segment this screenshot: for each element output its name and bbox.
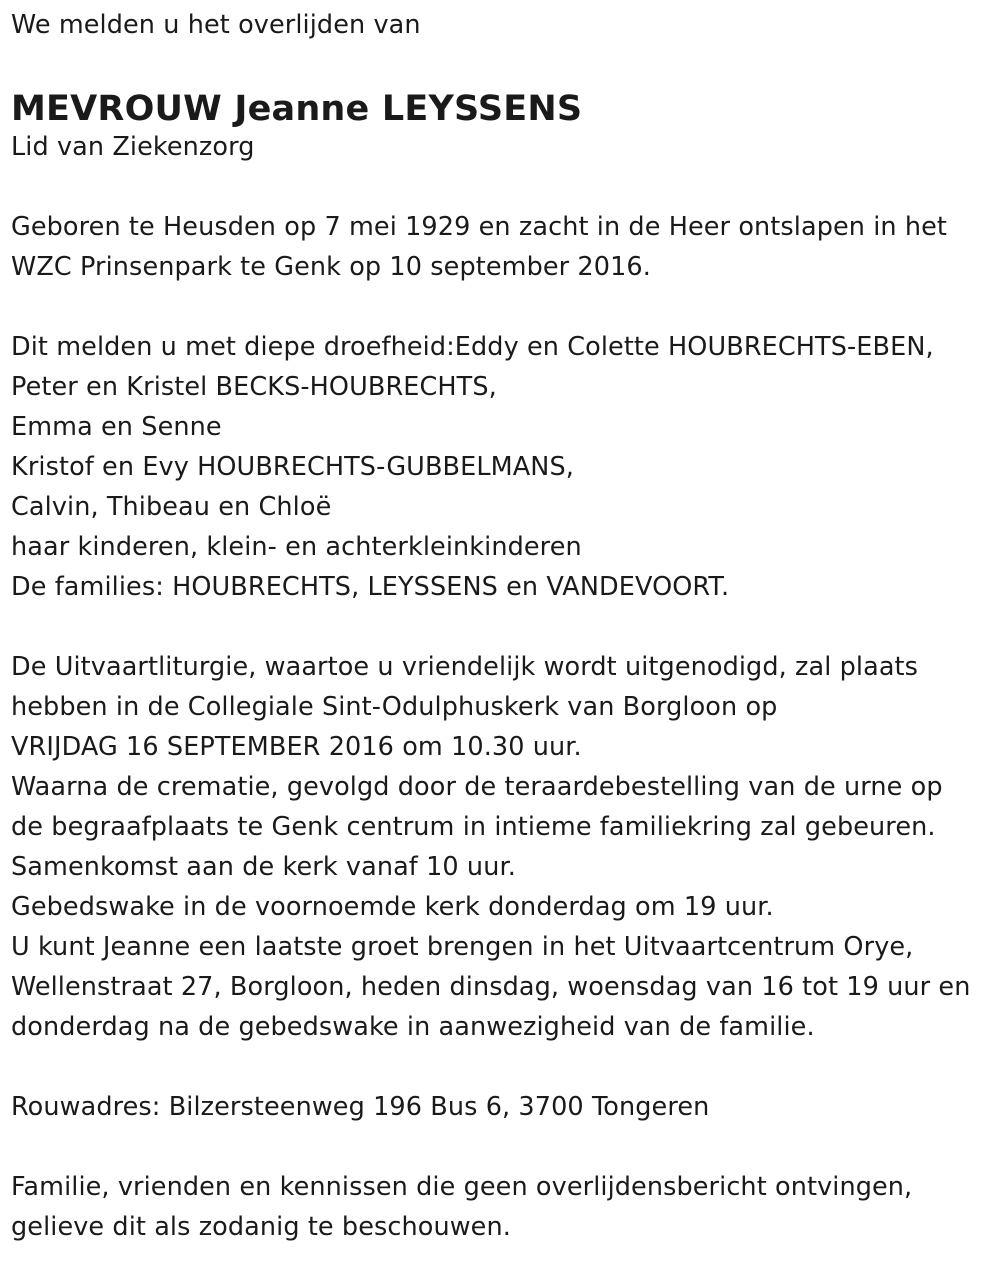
paragraph-line: Waarna de crematie, gevolgd door de teraardebestelling van de urne op xyxy=(11,772,943,802)
paragraph-line: Emma en Senne xyxy=(11,412,222,442)
spacer xyxy=(11,1127,991,1167)
paragraph-line: Gebedswake in de voornoemde kerk donderdag om 19 uur. xyxy=(11,892,774,922)
deceased-name: MEVROUW Jeanne LEYSSENS xyxy=(11,89,583,129)
funeral-paragraph xyxy=(11,647,991,1047)
paragraph-line: haar kinderen, klein- en achterkleinkinderen xyxy=(11,532,582,562)
paragraph-line: Kristof en Evy HOUBRECHTS-GUBBELMANS, xyxy=(11,452,574,482)
obituary-notice xyxy=(11,5,991,1247)
mourning-address: Rouwadres: Bilzersteenweg 196 Bus 6, 3700 Tongeren xyxy=(11,1092,710,1122)
family-paragraph xyxy=(11,327,991,607)
paragraph-line: gelieve dit als zodanig te beschouwen. xyxy=(11,1212,511,1242)
closing-paragraph xyxy=(11,1167,991,1247)
membership-text: Lid van Ziekenzorg xyxy=(11,132,255,162)
paragraph-line: Peter en Kristel BECKS-HOUBRECHTS, xyxy=(11,372,497,402)
spacer xyxy=(11,287,991,327)
paragraph-line: De Uitvaartliturgie, waartoe u vriendelijk wordt uitgenodigd, zal plaats xyxy=(11,652,919,682)
spacer xyxy=(11,167,991,207)
paragraph-line: VRIJDAG 16 SEPTEMBER 2016 om 10.30 uur. xyxy=(11,732,582,762)
paragraph-line: Geboren te Heusden op 7 mei 1929 en zacht in de Heer ontslapen in het xyxy=(11,212,948,242)
intro-text: We melden u het overlijden van xyxy=(11,10,421,40)
paragraph-line: Dit melden u met diepe droefheid:Eddy en Colette HOUBRECHTS-EBEN, xyxy=(11,332,934,362)
spacer xyxy=(11,1047,991,1087)
paragraph-line: De families: HOUBRECHTS, LEYSSENS en VANDEVOORT. xyxy=(11,572,730,602)
paragraph-line: hebben in de Collegiale Sint-Odulphuskerk van Borgloon op xyxy=(11,692,778,722)
spacer xyxy=(11,607,991,647)
paragraph-line: Samenkomst aan de kerk vanaf 10 uur. xyxy=(11,852,516,882)
paragraph-line: Calvin, Thibeau en Chloë xyxy=(11,492,332,522)
paragraph-line: donderdag na de gebedswake in aanwezigheid van de familie. xyxy=(11,1012,815,1042)
paragraph-line: Familie, vrienden en kennissen die geen overlijdensbericht ontvingen, xyxy=(11,1172,913,1202)
paragraph-line: Wellenstraat 27, Borgloon, heden dinsdag, woensdag van 16 tot 19 uur en xyxy=(11,972,971,1002)
paragraph-line: U kunt Jeanne een laatste groet brengen in het Uitvaartcentrum Orye, xyxy=(11,932,914,962)
birth-paragraph xyxy=(11,207,991,287)
paragraph-line: de begraafplaats te Genk centrum in intieme familiekring zal gebeuren. xyxy=(11,812,936,842)
paragraph-line: WZC Prinsenpark te Genk op 10 september 2016. xyxy=(11,252,651,282)
